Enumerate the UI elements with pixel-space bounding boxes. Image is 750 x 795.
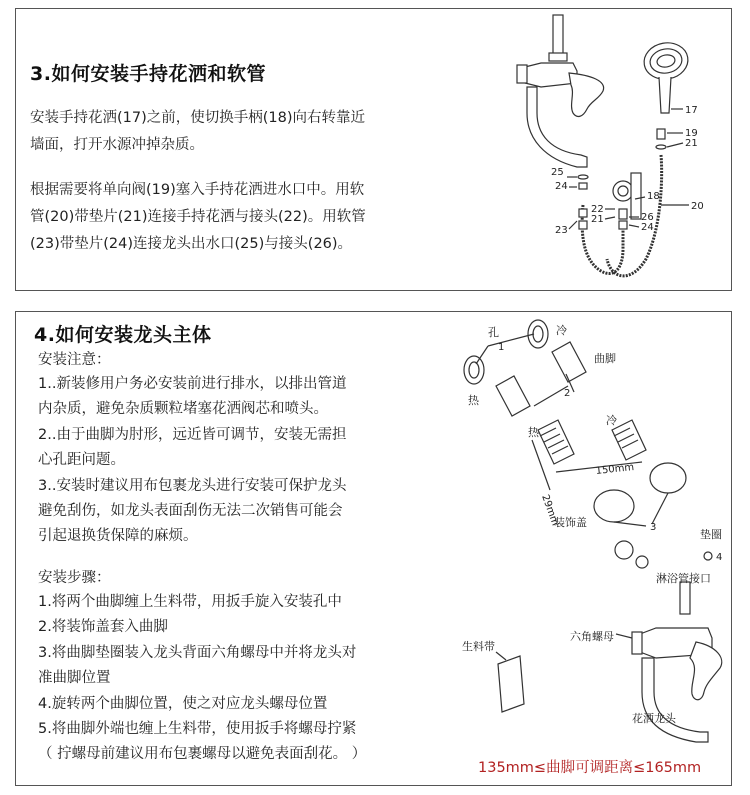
note-line: 3..安装时建议用布包裹龙头进行安装可保护龙头: [38, 477, 347, 494]
label-shower-faucet: 花洒龙头: [632, 712, 676, 725]
label-4: 4: [716, 552, 723, 563]
elbow-cold-icon: [552, 342, 586, 382]
label-24-bottom: 24: [641, 222, 654, 233]
label-3: 3: [650, 522, 657, 533]
label-17: 17: [685, 105, 698, 116]
label-qujiao: 曲脚: [594, 352, 616, 365]
hand-shower-handle-icon: [659, 77, 671, 113]
steps-heading: 安装步骤：: [38, 570, 111, 586]
decorative-cover-1-icon: [594, 490, 634, 522]
faucet-handle-icon: [569, 73, 604, 116]
section-4-title: 4.如何安装龙头主体: [34, 324, 212, 346]
step-line: 4.旋转两个曲脚位置，使之对应龙头螺母位置: [38, 695, 328, 712]
note-line: 1..新装修用户务必安装前进行排水，以排出管道: [38, 376, 347, 392]
riser-pipe: [553, 15, 563, 55]
label-24-top: 24: [555, 181, 568, 192]
shower-outlet-icon: [680, 582, 690, 614]
step-line: 2.将装饰盖套入曲脚: [38, 619, 168, 636]
label-hot-1: 热: [468, 394, 479, 407]
section-3-paragraph-1: 安装手持花洒(17)之前，使切换手柄(18)向右转靠近 墙面，打开水源冲掉杂质。: [30, 110, 366, 153]
wall-hole-hot-icon: [464, 356, 484, 384]
section-3-title: 3.如何安装手持花洒和软管: [30, 63, 266, 85]
elbow-hot-icon: [496, 376, 530, 416]
label-kong: 孔: [488, 326, 499, 339]
label-hex-nut: 六角螺母: [570, 630, 614, 643]
elbow-thread-cold-icon: [612, 420, 646, 460]
washer-part-icon: [615, 541, 633, 559]
step-line: （ 拧螺母前建议用布包裹螺母以避免表面刮花。 ）: [38, 746, 367, 763]
washer-24-icon: [578, 175, 588, 179]
label-20: 20: [691, 201, 704, 212]
notes-heading: 安装注意：: [38, 352, 111, 368]
label-hot-2: 热: [528, 426, 539, 439]
label-ptfe-tape: 生料带: [462, 640, 495, 653]
label-1: 1: [498, 342, 505, 353]
step-line: 1.将两个曲脚缠上生料带，用扳手旋入安装孔中: [38, 594, 342, 610]
step-line: 5.将曲脚外端也缠上生料带，使用扳手将螺母拧紧: [38, 721, 357, 738]
label-decorative-cover: 装饰盖: [554, 516, 587, 529]
shower-hose-diagram: [511, 9, 726, 291]
step-line: 3.将曲脚垫圈装入龙头背面六角螺母中并将龙头对: [38, 644, 357, 661]
washer-icon: [656, 145, 666, 149]
label-26: 26: [641, 212, 654, 223]
label-21-bottom: 21: [591, 214, 604, 225]
steps-list: [38, 590, 448, 768]
label-cold-1: 冷: [556, 324, 567, 337]
wall-hole-cold-icon: [528, 320, 548, 348]
hand-shower-head-icon: [641, 39, 691, 82]
decorative-cover-2-icon: [650, 463, 686, 493]
section-4-panel: [15, 311, 732, 786]
gasket-icon: [704, 552, 712, 560]
note-line: 内杂质，避免杂质颗粒堵塞花洒阀芯和喷头。: [38, 401, 328, 418]
label-shower-connector: 淋浴管接口: [656, 572, 711, 585]
adjustable-range-note: 135mm≤曲脚可调距离≤165mm: [478, 760, 702, 776]
note-line: 2..由于曲脚为肘形，远近皆可调节，安装无需担: [38, 426, 347, 443]
label-18: 18: [647, 191, 660, 202]
check-valve-icon: [657, 129, 665, 139]
faucet-handle-icon: [690, 642, 722, 700]
faucet-install-diagram: [446, 312, 731, 752]
section-3-paragraph-2: 根据需要将单向阀(19)塞入手持花洒进水口中。用软 管(20)带垫片(21)连接手持花洒与接头(22)。用软管 (23)带垫片(24)连接龙头出水口(25)与接头(26)。: [30, 182, 366, 252]
section-3-panel: [15, 8, 732, 291]
label-21-top: 21: [685, 138, 698, 149]
label-19: 19: [685, 128, 698, 139]
label-cold-2: 冷: [606, 414, 617, 427]
label-gasket: 垫圈: [700, 528, 722, 541]
note-line: 引起退换货保障的麻烦。: [38, 528, 198, 545]
label-23: 23: [555, 225, 568, 236]
notes-list: [38, 372, 448, 550]
label-150mm: 150mm: [595, 462, 635, 477]
elbow-thread-hot-icon: [538, 420, 574, 464]
label-29mm: 29mm: [539, 493, 561, 528]
label-25: 25: [551, 167, 564, 178]
ptfe-tape-icon: [498, 656, 524, 712]
step-line: 准曲脚位置: [38, 670, 111, 687]
label-2: 2: [564, 388, 571, 399]
label-22: 22: [591, 204, 604, 215]
note-line: 心孔距问题。: [38, 452, 125, 469]
note-line: 避免刮伤，如龙头表面刮伤无法二次销售可能会: [38, 503, 343, 520]
